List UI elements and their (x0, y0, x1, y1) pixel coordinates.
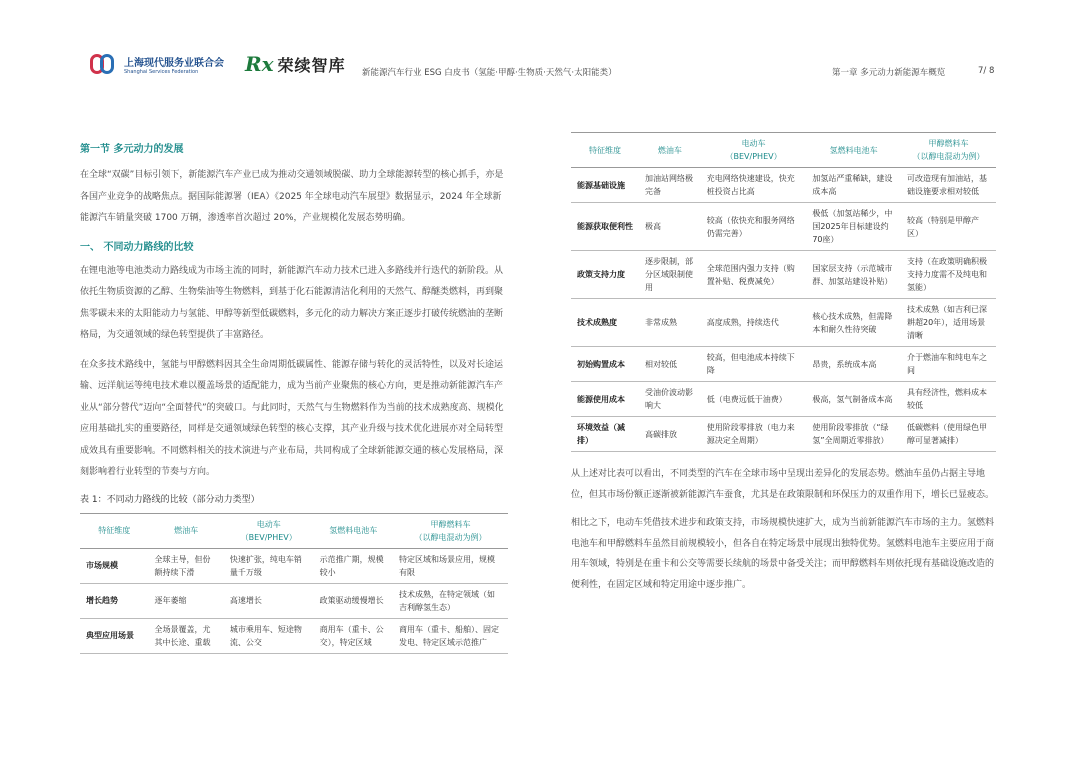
table-cell: 可改造现有加油站，基础设施要求相对较低 (901, 168, 996, 203)
table-cell: 较高（依快充和服务网络仍需完善） (701, 203, 807, 251)
table-dimension-cell: 初始购置成本 (571, 347, 639, 382)
page-header (90, 52, 995, 82)
paragraph: 在众多技术路线中，氢能与甲醇燃料因其全生命周期低碳属性、能源存储与转化的灵活特性，以及对长途运输、远洋航运等纯电技术难以覆盖场景的适配能力，成为当前产业聚焦的核心方向，更是推动新能源汽车产业从“部分替代”迈向“全面替代”的突破口。与此同时，天然气与生物燃料作为当前的技术成熟度高、规模化应用基础扎实的重要路径，同样是交通领域绿色转型的核心支撑，其产业升级与技术优化进展亦对全局转型成效具有重要影响。不同燃料相关的技术演进与产业布局，共同构成了全球新能源交通的核心发展格局，深刻影响着行业转型的节奏与方向。 (80, 359, 504, 477)
table-cell: 全场景覆盖，尤其中长途、重载 (148, 618, 223, 653)
left-column (80, 140, 508, 654)
table-header-cell: 氢燃料电池车 (806, 133, 901, 168)
table-row (571, 417, 996, 452)
table-cell: 高碳排放 (639, 417, 701, 452)
table-cell: 使用阶段零排放（“绿氢”全周期近零排放） (806, 417, 901, 452)
org-name-cn: 上海现代服务业联合会 (124, 57, 224, 69)
table-header-cell: 特征维度 (571, 133, 639, 168)
comparison-table-part2 (571, 132, 996, 452)
rongxu-logo (245, 52, 346, 76)
table-cell: 低（电费远低于油费） (701, 382, 807, 417)
table-row (571, 299, 996, 347)
table-cell: 全球主导，但份额持续下滑 (148, 548, 223, 583)
table-cell: 逐年萎缩 (148, 583, 223, 618)
table-cell: 极高 (639, 203, 701, 251)
table-cell: 核心技术成熟，但需降本和耐久性待突破 (806, 299, 901, 347)
table-cell: 受油价波动影响大 (639, 382, 701, 417)
right-column (571, 132, 996, 603)
table-header-cell: 氢燃料电池车 (314, 513, 393, 548)
table-cell: 高速增长 (224, 583, 314, 618)
page-number: 7/ 8 (978, 66, 995, 76)
table-header-cell: 甲醇燃料车 （以醇电混动为例） (901, 133, 996, 168)
table-row (80, 548, 508, 583)
table-header-cell: 电动车 （BEV/PHEV） (701, 133, 807, 168)
table-dimension-cell: 市场规模 (80, 548, 148, 583)
document-title: 新能源汽车行业 ESG 白皮书（氢能·甲醇·生物质·天然气·太阳能类） (362, 68, 617, 78)
table-dimension-cell: 政策支持力度 (571, 251, 639, 299)
table-cell: 全球范围内强力支持（购置补贴、税费减免） (701, 251, 807, 299)
table-header-cell: 特征维度 (80, 513, 148, 548)
ssf-logo-icon (90, 52, 120, 76)
table-dimension-cell: 典型应用场景 (80, 618, 148, 653)
table-caption: 表 1：不同动力路线的比较（部分动力类型） (80, 494, 260, 505)
table-cell: 示范推广期，规模较小 (314, 548, 393, 583)
rx-logo-icon: Rx (245, 52, 274, 76)
table-cell: 介于燃油车和纯电车之间 (901, 347, 996, 382)
table-header-row (571, 133, 996, 168)
table-row (80, 583, 508, 618)
table-dimension-cell: 增长趋势 (80, 583, 148, 618)
table-cell: 逐步限制，部分区域限制使用 (639, 251, 701, 299)
table-header-cell: 燃油车 (639, 133, 701, 168)
paragraph: 在全球“双碳”目标引领下，新能源汽车产业已成为推动交通领域脱碳、助力全球能源转型的核心抓手，亦是各国产业竞争的战略焦点。据国际能源署（IEA）《2025 年全球电动汽车展望》数据显示，2024 年全球新能源汽车销量突破 1700 万辆，渗透率首次超过 20%，产业规模化发展态势明确。 (80, 170, 504, 223)
table-dimension-cell: 能源基础设施 (571, 168, 639, 203)
table-cell: 极低（加氢站稀少，中国2025年目标建设约70座） (806, 203, 901, 251)
table-header-row (80, 513, 508, 548)
table-row (571, 251, 996, 299)
brand-name: 荣续智库 (277, 55, 346, 75)
table-header-cell: 电动车 （BEV/PHEV） (224, 513, 314, 548)
table-cell: 技术成熟（如吉利已深耕超20年），适用场景清晰 (901, 299, 996, 347)
table-row (571, 168, 996, 203)
comparison-table-part1 (80, 513, 508, 654)
chapter-title: 第一章 多元动力新能源车概览 (832, 68, 946, 78)
paragraph: 相比之下，电动车凭借技术进步和政策支持，市场规模快速扩大，成为当前新能源汽车市场的主力。氢燃料电池车和甲醇燃料车虽然目前规模较小，但各自在特定场景中展现出独特优势。氢燃料电池车主要应用于商用车领域，特别是在重卡和公交等需要长续航的场景中备受关注；而甲醇燃料车则依托现有基础设施改造的便利性，在固定区域和特定用途中逐步推广。 (571, 518, 995, 590)
table-header-cell: 甲醇燃料车 （以醇电混动为例） (393, 513, 508, 548)
table-dimension-cell: 能源使用成本 (571, 382, 639, 417)
table-dimension-cell: 技术成熟度 (571, 299, 639, 347)
table-cell: 高度成熟，持续迭代 (701, 299, 807, 347)
table-cell: 城市乘用车、短途物流、公交 (224, 618, 314, 653)
table-cell: 使用阶段零排放（电力来源决定全周期） (701, 417, 807, 452)
table-row (571, 347, 996, 382)
table-row (571, 382, 996, 417)
paragraph: 在锂电池等电池类动力路线成为市场主流的同时，新能源汽车动力技术已进入多路线并行迭代的新阶段。从依托生物质资源的乙醇、生物柴油等生物燃料，到基于化石能源清洁化利用的天然气、醇醚类燃料，再到聚焦零碳未来的太阳能动力与氢能、甲醇等新型低碳燃料，多元化的动力解决方案正逐步打破传统燃油的垄断格局，为交通领域的绿色转型提供了丰富路径。 (80, 265, 504, 340)
table-cell: 昂贵，系统成本高 (806, 347, 901, 382)
paragraph: 从上述对比表可以看出，不同类型的汽车在全球市场中呈现出差异化的发展态势。燃油车虽仍占据主导地位，但其市场份额正逐渐被新能源汽车蚕食，尤其是在政策限制和环保压力的双重作用下，增长已显疲态。 (571, 469, 995, 500)
table-cell: 技术成熟，在特定领域（如吉利醇氢生态） (393, 583, 508, 618)
table-cell: 较高（特别是甲醇产区） (901, 203, 996, 251)
table-cell: 支持（在政策明确积极支持力度需不及纯电和氢能） (901, 251, 996, 299)
table-cell: 国家层支持（示范城市群、加氢站建设补贴） (806, 251, 901, 299)
table-cell: 加油站网络极完备 (639, 168, 701, 203)
table-cell: 充电网络快速建设，快充桩投资占比高 (701, 168, 807, 203)
table-row (80, 618, 508, 653)
table-dimension-cell: 能源获取便利性 (571, 203, 639, 251)
table-cell: 非常成熟 (639, 299, 701, 347)
table-cell: 商用车（重卡、公交），特定区域 (314, 618, 393, 653)
table-cell: 政策驱动缓慢增长 (314, 583, 393, 618)
table-cell: 商用车（重卡、船舶）、固定发电、特定区域示范推广 (393, 618, 508, 653)
org-name-en: Shanghai Services Federation (124, 68, 199, 75)
ssf-logo (90, 52, 224, 76)
table-cell: 相对较低 (639, 347, 701, 382)
table-cell: 加氢站严重稀缺，建设成本高 (806, 168, 901, 203)
table-cell: 快速扩张，纯电车销量千万级 (224, 548, 314, 583)
table-header-cell: 燃油车 (148, 513, 223, 548)
table-cell: 较高，但电池成本持续下降 (701, 347, 807, 382)
table-cell: 特定区域和场景应用，规模有限 (393, 548, 508, 583)
section-title: 第一节 多元动力的发展 (80, 144, 184, 155)
table-row (571, 203, 996, 251)
table-cell: 极高，氢气制备成本高 (806, 382, 901, 417)
table-cell: 低碳燃料（使用绿色甲醇可显著减排） (901, 417, 996, 452)
subsection-title: 一、 不同动力路线的比较 (80, 241, 194, 253)
table-dimension-cell: 环境效益（减排） (571, 417, 639, 452)
table-cell: 具有经济性，燃料成本较低 (901, 382, 996, 417)
